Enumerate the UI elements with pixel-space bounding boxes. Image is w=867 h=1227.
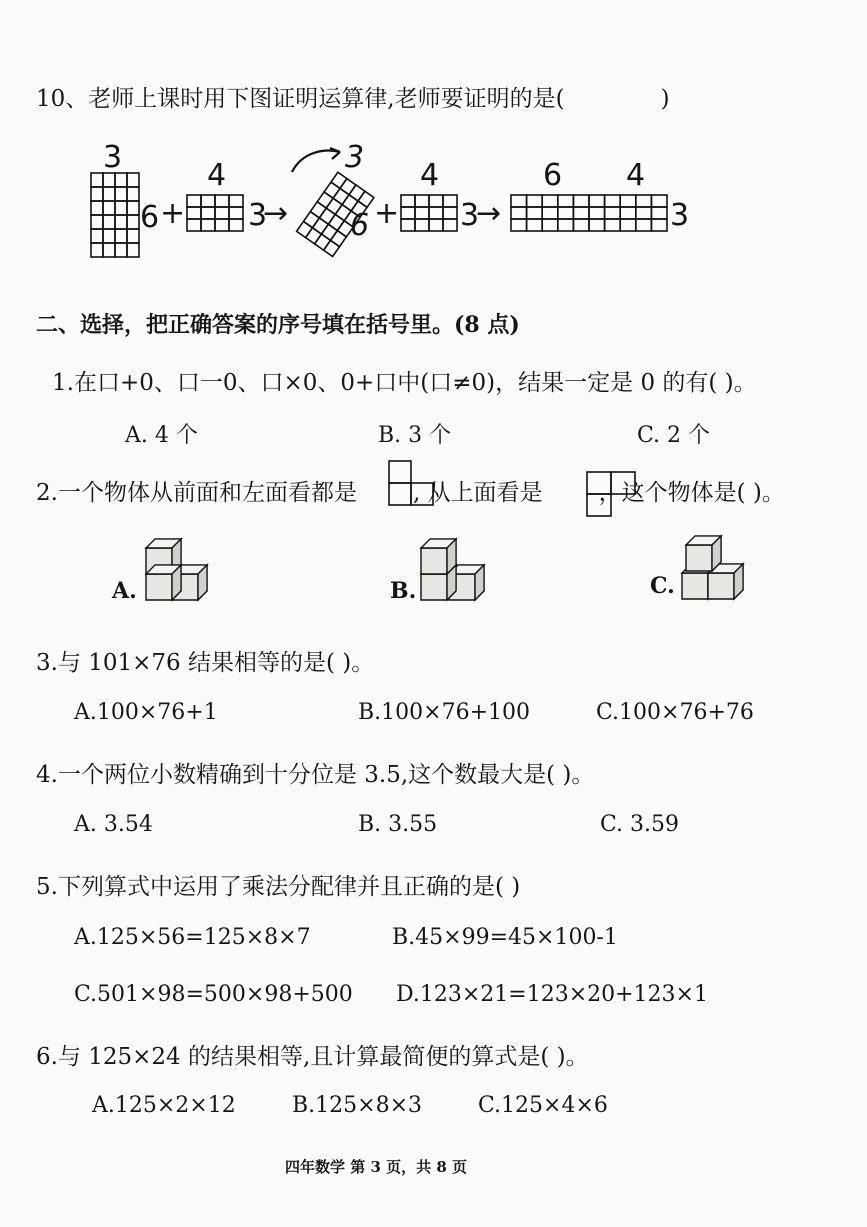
grid-cell — [127, 201, 139, 215]
grid-cell — [589, 195, 605, 207]
grid-cell — [115, 229, 127, 243]
grid-cell — [229, 207, 243, 219]
grid5-top-right-label: 4 — [626, 158, 646, 193]
grid-cell — [443, 195, 457, 207]
grid-cell — [558, 219, 574, 231]
grid-cell — [310, 202, 326, 218]
q2-option-a-cubes — [140, 538, 220, 610]
grid5 — [510, 194, 670, 234]
cube-face — [708, 573, 734, 599]
grid-cell — [415, 207, 429, 219]
grid-cell — [605, 195, 621, 207]
grid-cell — [636, 219, 652, 231]
grid-cell — [558, 207, 574, 219]
q5-option-b: B.45×99=45×100-1 — [392, 925, 618, 950]
grid-cell — [303, 212, 319, 228]
grid-cell — [201, 207, 215, 219]
q5-stem: 5.下列算式中运用了乘法分配律并且正确的是( ) — [36, 874, 521, 900]
grid-cell — [315, 234, 331, 250]
grid-cell — [573, 195, 589, 207]
grid-cell — [91, 243, 103, 257]
grid-cell — [511, 219, 527, 231]
q4-option-a: A. 3.54 — [74, 812, 153, 837]
grid-cell — [542, 219, 558, 231]
grid-cell — [443, 207, 457, 219]
grid-cell — [306, 228, 322, 244]
grid-cell — [201, 195, 215, 207]
grid-cell — [330, 231, 346, 247]
q4-stem: 4.一个两位小数精确到十分位是 3.5,这个数最大是( )。 — [36, 762, 595, 788]
grid-cell — [415, 195, 429, 207]
q5-option-c: C.501×98=500×98+500 — [74, 982, 353, 1007]
grid-cell — [187, 207, 201, 219]
grid-cell — [326, 198, 342, 214]
grid-cell — [651, 207, 667, 219]
q2-option-b-cubes — [415, 538, 495, 610]
cube-face — [421, 574, 447, 600]
grid-cell — [542, 195, 558, 207]
page-footer: 四年数学 第 3 页，共 8 页 — [285, 1158, 467, 1176]
grid-cell — [127, 243, 139, 257]
grid-cell — [620, 207, 636, 219]
grid4-top-label: 4 — [420, 158, 440, 193]
grid-cell — [103, 215, 115, 229]
q2-option-c-cubes — [676, 533, 756, 605]
grid-cell — [335, 205, 351, 221]
grid-cell — [651, 195, 667, 207]
grid-cell — [636, 195, 652, 207]
grid-cell — [542, 207, 558, 219]
q6-option-c: C.125×4×6 — [478, 1093, 608, 1118]
grid-cell — [589, 219, 605, 231]
grid-cell — [229, 195, 243, 207]
grid-cell — [401, 195, 415, 207]
grid-cell — [201, 219, 215, 231]
grid-cell — [215, 219, 229, 231]
grid-cell — [573, 219, 589, 231]
grid-cell — [328, 214, 344, 230]
q3-stem: 3.与 101×76 结果相等的是( )。 — [36, 650, 375, 676]
grid-cell — [91, 201, 103, 215]
q2-option-a: A. — [112, 578, 137, 604]
grid2-side-label: 3 — [248, 198, 268, 233]
q5-option-a: A.125×56=125×8×7 — [74, 925, 311, 950]
grid-cell — [333, 188, 349, 204]
grid-cell — [115, 201, 127, 215]
grid-cell — [115, 215, 127, 229]
grid-cell — [321, 224, 337, 240]
grid-cell — [91, 187, 103, 201]
grid-cell — [429, 207, 443, 219]
grid4 — [400, 194, 460, 234]
grid-cell — [319, 208, 335, 224]
q6-stem: 6.与 125×24 的结果相等,且计算最简便的算式是( )。 — [36, 1044, 589, 1070]
q6-option-a: A.125×2×12 — [92, 1093, 236, 1118]
grid5-side-label: 3 — [670, 198, 690, 233]
q1-option-b: B. 3 个 — [378, 423, 452, 448]
grid-cell — [605, 207, 621, 219]
q2-option-b: B. — [390, 578, 417, 604]
grid1 — [90, 172, 140, 258]
section-2-title: 二、选择，把正确答案的序号填在括号里。(8 点) — [36, 312, 520, 338]
grid-cell — [589, 207, 605, 219]
grid1-side-label: 6 — [140, 200, 160, 235]
grid-cell — [415, 219, 429, 231]
grid4-side-label: 3 — [460, 198, 480, 233]
grid-cell — [297, 221, 313, 237]
grid-cell — [115, 243, 127, 257]
q5-option-d: D.123×21=123×20+123×1 — [396, 982, 708, 1007]
grid-cell — [91, 215, 103, 229]
q2-option-c: C. — [650, 573, 675, 599]
plus-sign-2: + — [374, 196, 400, 231]
grid-cell — [103, 229, 115, 243]
grid3-side-label: 6 — [350, 208, 370, 243]
grid-cell — [215, 207, 229, 219]
grid-cell — [229, 219, 243, 231]
grid-cell — [401, 219, 415, 231]
cube-face — [682, 573, 708, 599]
q1-option-a: A. 4 个 — [125, 423, 198, 448]
grid-cell — [527, 207, 543, 219]
cube-face — [421, 548, 447, 574]
cube-face — [146, 574, 172, 600]
q1-stem: 1.在口+0、口一0、口×0、0+口中(口≠0)，结果一定是 0 的有( )。 — [52, 370, 757, 396]
grid-cell — [324, 240, 340, 256]
grid-cell — [527, 219, 543, 231]
grid2 — [186, 194, 246, 234]
plus-sign-1: + — [160, 196, 186, 231]
grid-cell — [103, 173, 115, 187]
arrow-1: → — [263, 196, 289, 231]
grid-cell — [331, 172, 347, 188]
grid1-top-label: 3 — [103, 140, 123, 175]
grid-cell — [91, 173, 103, 187]
grid-cell — [91, 229, 103, 243]
grid-cell — [317, 192, 333, 208]
arrow-2: → — [476, 196, 502, 231]
grid-cell — [103, 201, 115, 215]
q6-option-b: B.125×8×3 — [292, 1093, 423, 1118]
front-left-view-icon — [387, 459, 439, 509]
grid3-top-label: 3 — [345, 140, 365, 175]
grid-cell — [558, 195, 574, 207]
q4-option-b: B. 3.55 — [358, 812, 438, 837]
grid-cell — [358, 191, 374, 207]
grid-cell — [443, 219, 457, 231]
q3-option-c: C.100×76+76 — [596, 700, 754, 725]
grid-cell — [429, 219, 443, 231]
grid-cell — [527, 195, 543, 207]
q4-option-c: C. 3.59 — [600, 812, 680, 837]
grid-cell — [127, 173, 139, 187]
grid-cell — [636, 207, 652, 219]
grid-cell — [103, 243, 115, 257]
grid-cell — [511, 195, 527, 207]
q3-option-b: B.100×76+100 — [358, 700, 531, 725]
grid-cell — [312, 218, 328, 234]
grid-cell — [187, 219, 201, 231]
grid-cell — [115, 187, 127, 201]
cube-face — [686, 545, 712, 571]
grid-cell — [187, 195, 201, 207]
grid-cell — [127, 229, 139, 243]
grid-cell — [127, 215, 139, 229]
grid-cell — [349, 185, 365, 201]
grid5-top-left-label: 6 — [543, 158, 563, 193]
grid-cell — [605, 219, 621, 231]
top-view-icon — [585, 470, 641, 522]
q10-stem: 10、老师上课时用下图证明运算律,老师要证明的是( ) — [36, 86, 670, 112]
grid-cell — [429, 195, 443, 207]
grid-cell — [103, 187, 115, 201]
grid-cell — [215, 195, 229, 207]
grid-cell — [511, 207, 527, 219]
q1-option-c: C. 2 个 — [637, 423, 711, 448]
grid-cell — [324, 182, 340, 198]
grid-cell — [401, 207, 415, 219]
q3-option-a: A.100×76+1 — [74, 700, 218, 725]
grid-cell — [115, 173, 127, 187]
grid-cell — [620, 219, 636, 231]
grid-cell — [127, 187, 139, 201]
grid-cell — [651, 219, 667, 231]
q2-stem: 2.一个物体从前面和左面看都是 , 从上面看是 ，这个物体是( )。 — [36, 480, 785, 506]
grid-cell — [340, 179, 356, 195]
grid2-top-label: 4 — [207, 158, 227, 193]
grid-cell — [573, 207, 589, 219]
grid-cell — [620, 195, 636, 207]
